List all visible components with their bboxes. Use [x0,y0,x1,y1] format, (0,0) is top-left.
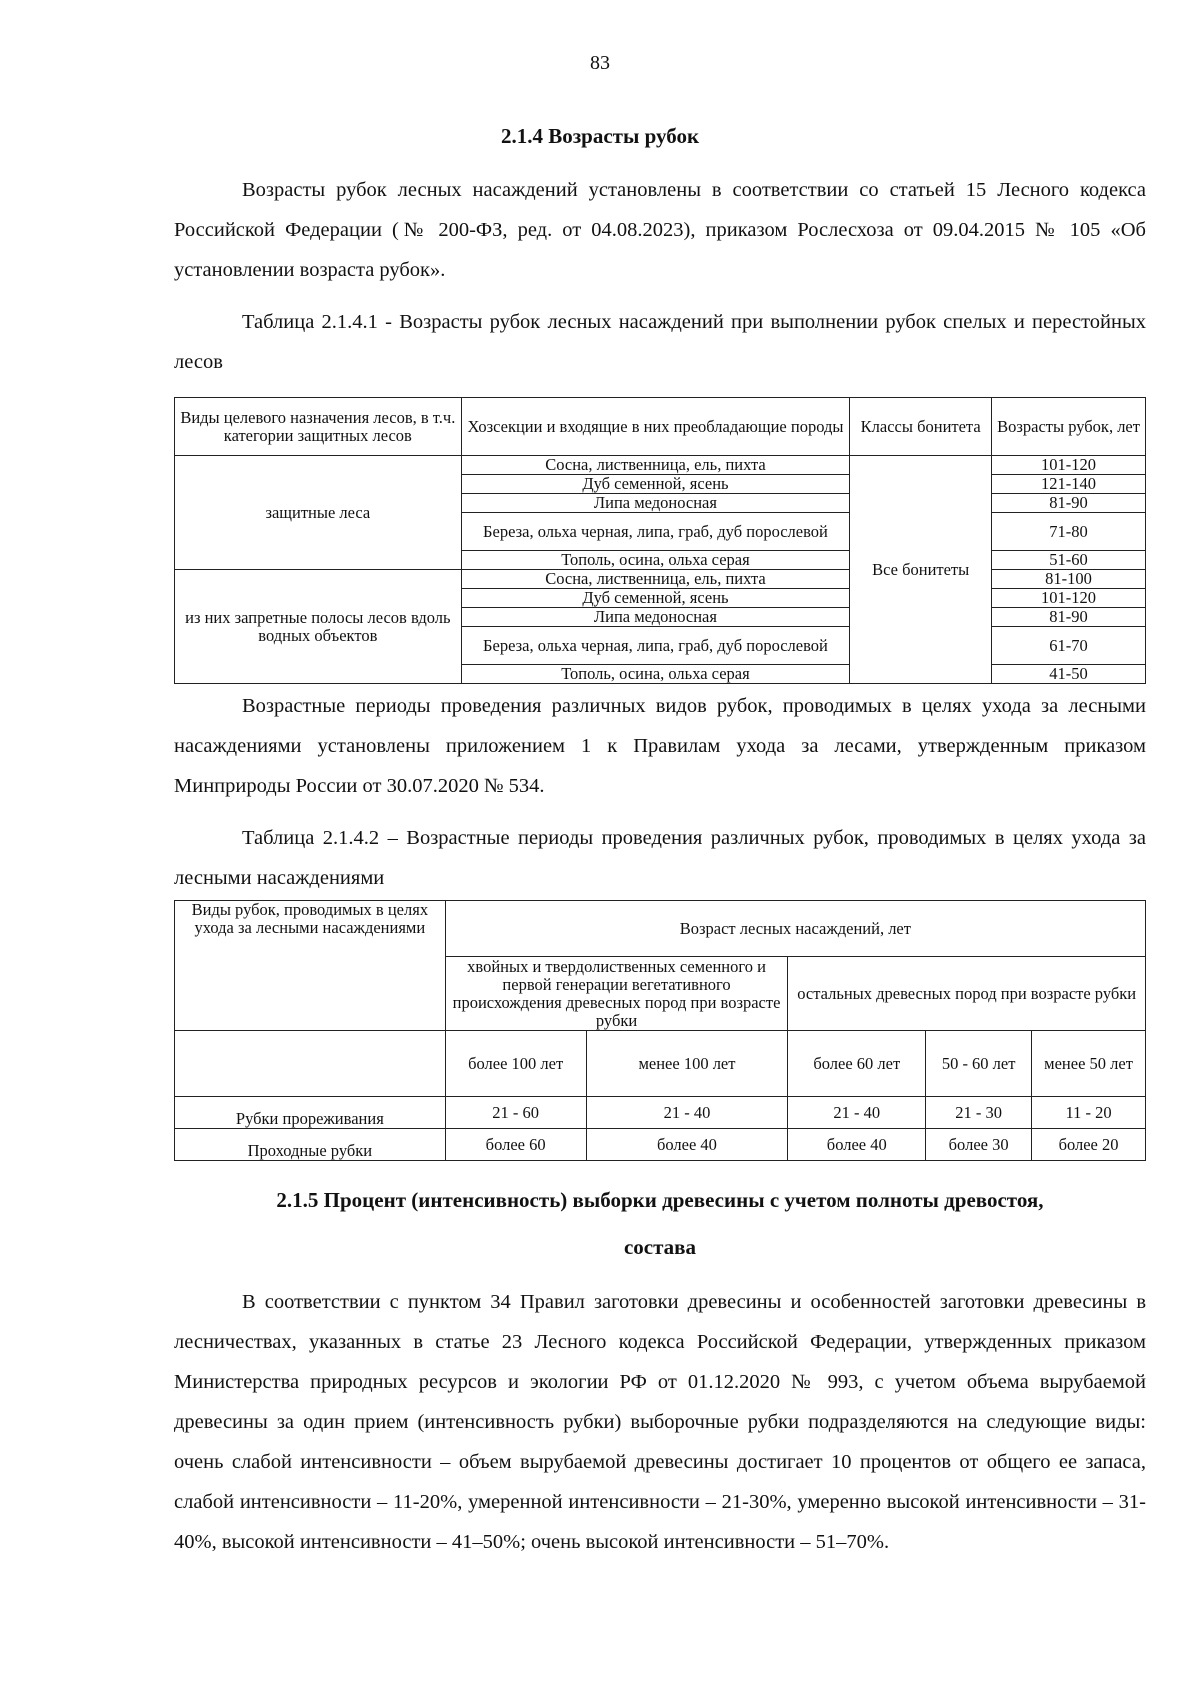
value-cell: более 40 [586,1129,788,1161]
paragraph-care-periods: Возрастные периоды проведения различных видов рубок, проводимых в целях ухода за лесными насаждениями установлены приложением 1 к Правилам ухода за лесами, утвержденным приказом Минприроды России от 30.07.2020 № 534. [174,695,1146,797]
subheader-cell: более 60 лет [788,1031,926,1097]
header-cutting-type: Виды рубок, проводимых в целях ухода за лесными насаждениями [175,901,446,1031]
table-row [175,456,1146,475]
species-cell: Береза, ольха черная, липа, граб, дуб порослевой [461,627,850,665]
header-forest-purpose: Виды целевого назначения лесов, в т.ч. категории защитных лесов [175,398,462,456]
subheader-cell: менее 50 лет [1032,1031,1146,1097]
section-heading-2-1-5-line1: 2.1.5 Процент (интенсивность) выборки древесины с учетом полноты древостоя, [276,1188,1044,1212]
table-row [175,570,1146,589]
table-row [175,1097,1146,1129]
age-cell: 121-140 [992,475,1146,494]
table-2-1-4-2-caption: Таблица 2.1.4.2 – Возрастные периоды проведения различных рубок, проводимых в целях ухода за лесными насаждениями [174,827,1146,889]
subheader-cell: 50 - 60 лет [926,1031,1032,1097]
species-cell: Липа медоносная [461,494,850,513]
row-name: Рубки прореживания [175,1097,446,1129]
value-cell: более 40 [788,1129,926,1161]
table-care-cutting-periods [174,900,1146,1161]
value-cell: более 30 [926,1129,1032,1161]
species-cell: Тополь, осина, ольха серая [461,551,850,570]
table-header-row [175,901,1146,957]
table-header-row [175,1031,1146,1097]
age-cell: 81-90 [992,494,1146,513]
group-name: защитные леса [175,456,462,570]
paragraph-cutting-ages: Возрасты рубок лесных насаждений установлены в соответствии со статьей 15 Лесного кодекса Российской Федерации (№ 200-ФЗ, ред. от 04.08.2023), приказом Рослесхоза от 09.04.2015 № 105 «Об установлении возраста рубок». [174,179,1146,281]
value-cell: 21 - 60 [445,1097,586,1129]
header-stand-age: Возраст лесных насаждений, лет [445,901,1145,957]
age-cell: 51-60 [992,551,1146,570]
age-cell: 101-120 [992,589,1146,608]
header-bonitet: Классы бонитета [850,398,992,456]
table-cutting-ages [174,397,1146,684]
section-heading-2-1-5-line2: состава [623,1235,697,1259]
table-row [175,1129,1146,1161]
age-cell: 81-100 [992,570,1146,589]
species-cell: Тополь, осина, ольха серая [461,665,850,684]
age-cell: 61-70 [992,627,1146,665]
page-number: 83 [590,52,610,74]
age-cell: 101-120 [992,456,1146,475]
value-cell: 21 - 40 [586,1097,788,1129]
paragraph-selection-intensity: В соответствии с пунктом 34 Правил заготовки древесины и особенностей заготовки древесины в лесничествах, указанных в статье 23 Лесного кодекса Российской Федерации, утвержденных приказом Министерства природных ресурсов и экологии РФ от 01.12.2020 № 993, с учетом объема вырубаемой древесины за один прием (интенсивность рубки) выборочные рубки подразделяются на следующие виды: очень слабой интенсивности – объем вырубаемой древесины достигает 10 процентов от общего ее запаса, слабой интенсивности – 11-20%, умеренной интенсивности – 21-30%, умеренно высокой интенсивности – 31-40%, высокой интенсивности – 41–50%; очень высокой интенсивности – 51–70%. [174,1291,1146,1553]
value-cell: 21 - 40 [788,1097,926,1129]
subheader-cell: менее 100 лет [586,1031,788,1097]
row-name: Проходные рубки [175,1129,446,1161]
header-group-other: остальных древесных пород при возрасте рубки [788,957,1146,1031]
age-cell: 81-90 [992,608,1146,627]
header-group-conifers: хвойных и твердолиственных семенного и первой генерации вегетативного происхождения древесных пород при возрасте рубки [445,957,788,1031]
species-cell: Дуб семенной, ясень [461,475,850,494]
group-name: из них запретные полосы лесов вдоль водных объектов [175,570,462,684]
value-cell: более 60 [445,1129,586,1161]
species-cell: Липа медоносная [461,608,850,627]
value-cell: 11 - 20 [1032,1097,1146,1129]
empty-cell [175,1031,446,1097]
subheader-cell: более 100 лет [445,1031,586,1097]
age-cell: 41-50 [992,665,1146,684]
value-cell: более 20 [1032,1129,1146,1161]
table-2-1-4-1-caption: Таблица 2.1.4.1 - Возрасты рубок лесных насаждений при выполнении рубок спелых и перестойных лесов [174,311,1146,373]
species-cell: Дуб семенной, ясень [461,589,850,608]
value-cell: 21 - 30 [926,1097,1032,1129]
section-heading-2-1-4: 2.1.4 Возрасты рубок [500,124,700,148]
bonitet-all-cell: Все бонитеты [850,456,992,684]
age-cell: 71-80 [992,513,1146,551]
table-header-row [175,398,1146,456]
header-cutting-age: Возрасты рубок, лет [992,398,1146,456]
species-cell: Береза, ольха черная, липа, граб, дуб порослевой [461,513,850,551]
species-cell: Сосна, лиственница, ель, пихта [461,456,850,475]
species-cell: Сосна, лиственница, ель, пихта [461,570,850,589]
header-species: Хозсекции и входящие в них преобладающие породы [461,398,850,456]
